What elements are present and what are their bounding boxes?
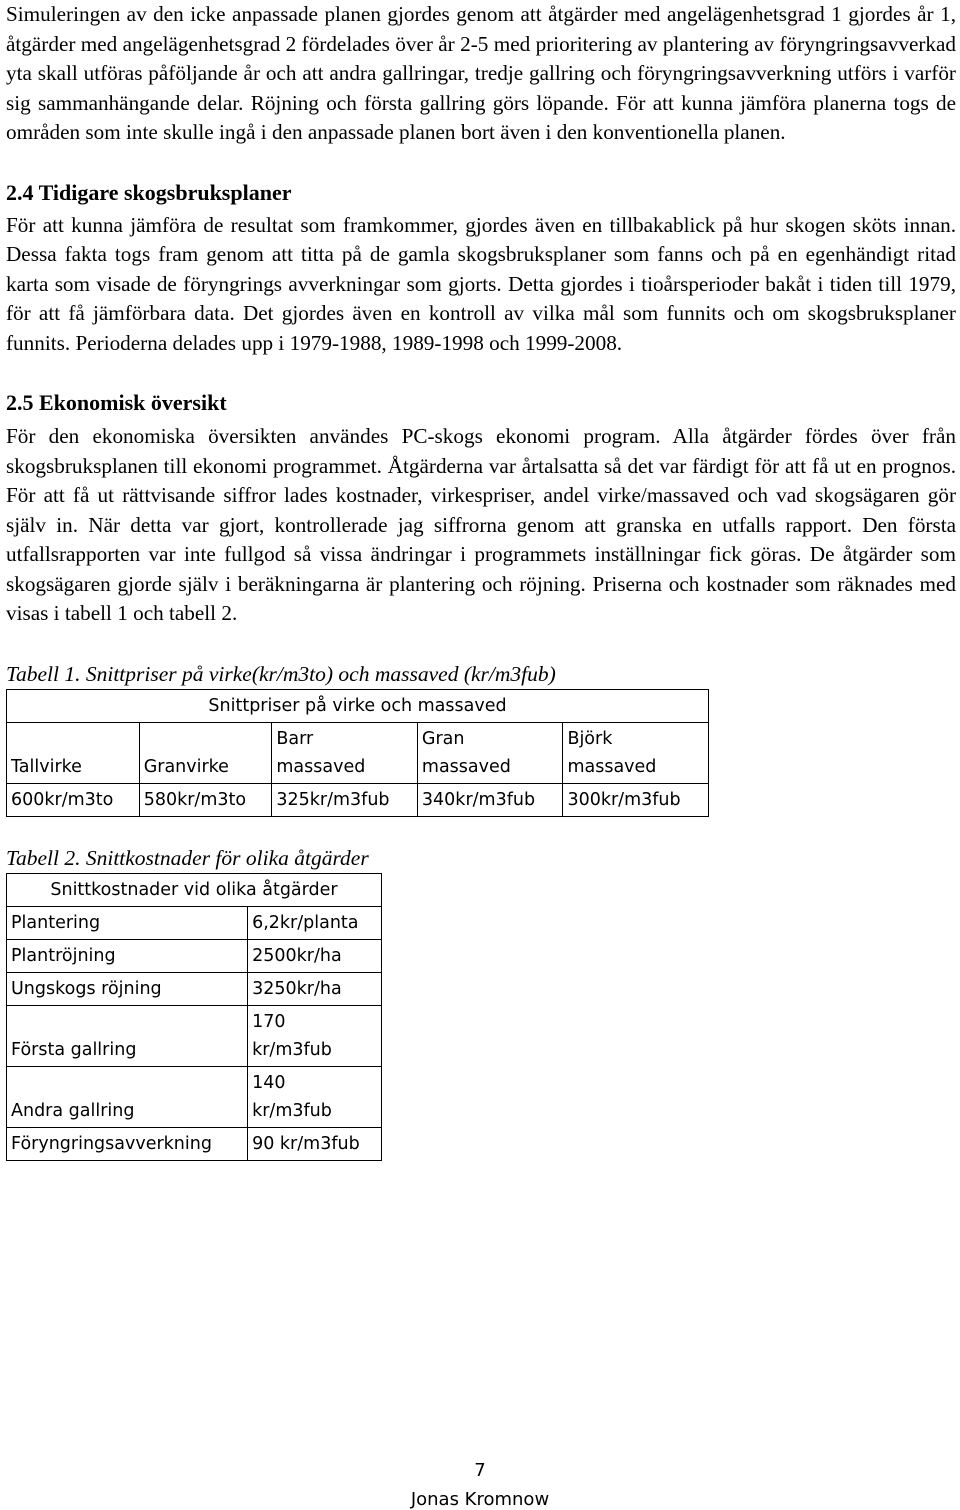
table1-title-row: [7, 689, 709, 722]
page-number: 7: [474, 1460, 486, 1481]
table2-row: [7, 1066, 382, 1127]
table1-header-cell: Gran massaved: [417, 722, 563, 783]
table1-title: Snittpriser på virke och massaved: [7, 689, 709, 722]
table1-header-cell: Barr massaved: [272, 722, 418, 783]
table1-value-cell: 580kr/m3to: [139, 783, 272, 816]
section-2-4-text: För att kunna jämföra de resultat som framkommer, gjordes även en tillbakablick på hur skogen sköts innan. Dessa fakta togs fram genom att titta på de gamla skogsbruksplaner som fanns och på en egenhändigt ritad karta som visade de föryngrings avverkningar som gjorts. Detta gjordes i tioårsperioder bakåt i tiden till 1979, för att få jämförbara data. Det gjordes även en kontroll av vilka mål som funnits och om skogsbruksplaner funnits. Perioderna delades upp i 1979-1988, 1989-1998 och 1999-2008.: [6, 212, 956, 355]
table2-row: [7, 1005, 382, 1066]
table1-value-cell: 300kr/m3fub: [563, 783, 709, 816]
table2-cost-cell: 6,2kr/planta: [248, 906, 382, 939]
intro-paragraph: Simuleringen av den icke anpassade planen gjordes genom att åtgärder med angelägenhetsgrad 1 gjordes år 1, åtgärder med angelägenhetsgrad 2 fördelades över år 2-5 med prioritering av plantering av föryngringsavverkad yta skall utföras påföljande år och att andra gallringar, tredje gallring och föryngringsavverkning utförs i varför sig sammanhängande delar. Röjning och första gallring görs löpande. För att kunna jämföra planerna togs de områden som inte skulle ingå i den anpassade planen bort även i den konventionella planen.: [6, 2, 956, 144]
table1-value-cell: 340kr/m3fub: [417, 783, 563, 816]
table2-cost-cell: 140 kr/m3fub: [248, 1066, 382, 1127]
document-page: [6, 0, 956, 1161]
table2-label-cell: Plantröjning: [7, 939, 248, 972]
table1: [6, 689, 709, 817]
table2-title: Snittkostnader vid olika åtgärder: [7, 873, 382, 906]
table2-label-cell: Plantering: [7, 906, 248, 939]
section-2-5-heading: 2.5 Ekonomisk översikt: [6, 390, 227, 415]
table1-value-cell: 325kr/m3fub: [272, 783, 418, 816]
table2-row: [7, 939, 382, 972]
table1-caption: Tabell 1. Snittpriser på virke(kr/m3to) och massaved (kr/m3fub): [6, 661, 556, 686]
section-2-4-heading: 2.4 Tidigare skogsbruksplaner: [6, 179, 292, 205]
table2-row: [7, 972, 382, 1005]
table2-cost-cell: 3250kr/ha: [248, 972, 382, 1005]
table1-value-cell: 600kr/m3to: [7, 783, 140, 816]
table2-label-cell: Ungskogs röjning: [7, 972, 248, 1005]
table2-cost-cell: 2500kr/ha: [248, 939, 382, 972]
table2-title-row: [7, 873, 382, 906]
table1-header-cell: Tallvirke: [7, 722, 140, 783]
section-2-5-text: För den ekonomiska översikten användes PC-skogs ekonomi program. Alla åtgärder fördes över från skogsbruksplanen till ekonomi programmet. Åtgärderna var årtalsatta så det var färdigt för att få ut en prognos. För att få ut rättvisande siffror lades kostnader, virkespriser, andel virke/massaved och vad skogsägaren gör själv in. När detta var gjort, kontrollerade jag siffrorna genom att granska en utfalls rapport. Den första utfallsrapporten var inte fullgod så vissa ändringar i programmets inställningar fick göras. De åtgärder som skogsägaren gjorde själv i beräkningarna är plantering och röjning. Priserna och kostnader som räknades med visas i tabell 1 och tabell 2.: [6, 424, 956, 625]
footer-author: Jonas Kromnow: [410, 1489, 550, 1510]
table2-row: [7, 1127, 382, 1160]
table1-value-row: [7, 783, 709, 816]
table1-header-row: [7, 722, 709, 783]
table2-row: [7, 906, 382, 939]
table1-header-cell: Björk massaved: [563, 722, 709, 783]
table2: [6, 873, 382, 1161]
table1-header-cell: Granvirke: [139, 722, 272, 783]
table2-caption: Tabell 2. Snittkostnader för olika åtgärder: [6, 845, 369, 870]
table2-cost-cell: 90 kr/m3fub: [248, 1127, 382, 1160]
table2-label-cell: Första gallring: [7, 1005, 248, 1066]
table2-cost-cell: 170 kr/m3fub: [248, 1005, 382, 1066]
table2-label-cell: Föryngringsavverkning: [7, 1127, 248, 1160]
table2-label-cell: Andra gallring: [7, 1066, 248, 1127]
